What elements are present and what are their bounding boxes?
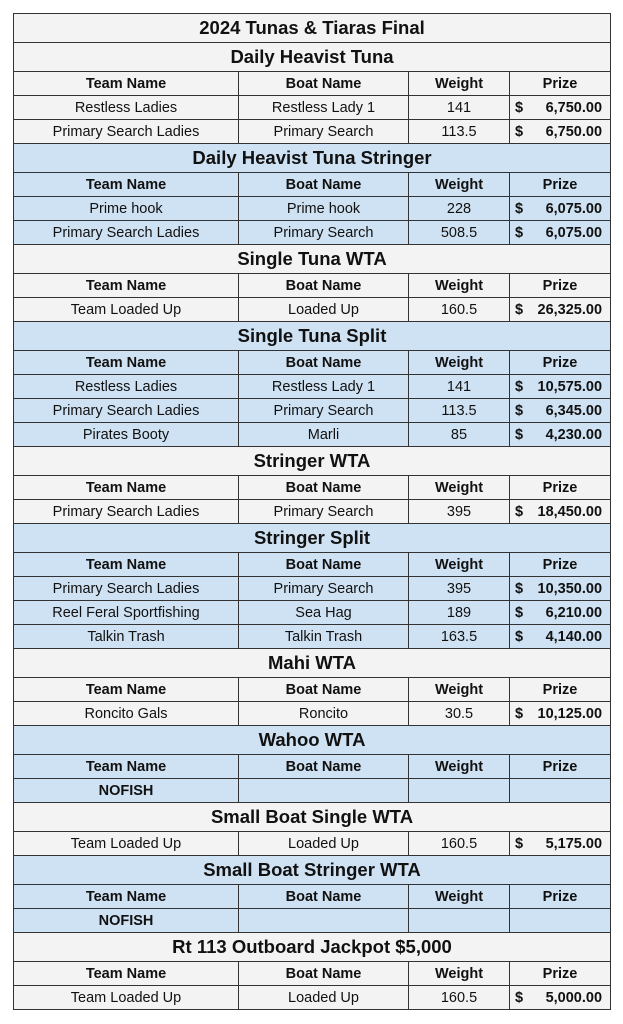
header-prize: Prize xyxy=(510,885,611,909)
prize-currency: $ xyxy=(515,99,524,116)
table-row xyxy=(14,423,611,447)
table-row xyxy=(14,96,611,120)
section-title-row-mahi-wta xyxy=(14,649,611,678)
prize-amount: 6,750.00 xyxy=(545,99,603,116)
section-title: Stringer Split xyxy=(14,524,611,553)
header-team-name: Team Name xyxy=(14,755,239,779)
header-team-name: Team Name xyxy=(14,476,239,500)
cell-boat: Primary Search xyxy=(239,221,409,245)
cell-prize xyxy=(510,500,611,524)
column-header-row xyxy=(14,476,611,500)
cell-team: Primary Search Ladies xyxy=(14,500,239,524)
section-title-row-daily-heavist-tuna xyxy=(14,43,611,72)
cell-weight: 113.5 xyxy=(409,399,510,423)
header-weight: Weight xyxy=(409,351,510,375)
main-title: 2024 Tunas & Tiaras Final xyxy=(14,14,611,43)
section-title: Rt 113 Outboard Jackpot $5,000 xyxy=(14,933,611,962)
section-title-row-daily-heavist-tuna-stringer xyxy=(14,144,611,173)
cell-team: NOFISH xyxy=(14,909,239,933)
cell-weight: 160.5 xyxy=(409,832,510,856)
cell-team: NOFISH xyxy=(14,779,239,803)
cell-team: Restless Ladies xyxy=(14,375,239,399)
prize-amount: 5,000.00 xyxy=(545,989,603,1006)
results-body xyxy=(14,14,611,1010)
cell-weight: 189 xyxy=(409,601,510,625)
section-title-row-small-boat-stringer-wta xyxy=(14,856,611,885)
cell-weight: 141 xyxy=(409,96,510,120)
prize-currency: $ xyxy=(515,378,524,395)
main-title-row xyxy=(14,14,611,43)
section-title-row-single-tuna-split xyxy=(14,322,611,351)
cell-boat: Primary Search xyxy=(239,577,409,601)
prize-amount: 10,350.00 xyxy=(537,580,603,597)
cell-prize xyxy=(510,601,611,625)
header-weight: Weight xyxy=(409,274,510,298)
section-title: Single Tuna Split xyxy=(14,322,611,351)
table-row xyxy=(14,500,611,524)
prize-amount: 6,210.00 xyxy=(545,604,603,621)
header-boat-name: Boat Name xyxy=(239,678,409,702)
prize-currency: $ xyxy=(515,580,524,597)
prize-currency: $ xyxy=(515,604,524,621)
column-header-row xyxy=(14,351,611,375)
cell-prize xyxy=(510,423,611,447)
prize-currency: $ xyxy=(515,705,524,722)
column-header-row xyxy=(14,553,611,577)
table-row xyxy=(14,779,611,803)
table-row xyxy=(14,399,611,423)
cell-team: Roncito Gals xyxy=(14,702,239,726)
cell-weight: 395 xyxy=(409,577,510,601)
header-team-name: Team Name xyxy=(14,72,239,96)
section-title: Small Boat Stringer WTA xyxy=(14,856,611,885)
cell-boat: Primary Search xyxy=(239,500,409,524)
header-boat-name: Boat Name xyxy=(239,72,409,96)
cell-weight: 160.5 xyxy=(409,298,510,322)
prize-amount: 6,345.00 xyxy=(545,402,603,419)
section-title: Wahoo WTA xyxy=(14,726,611,755)
cell-team: Primary Search Ladies xyxy=(14,577,239,601)
cell-prize xyxy=(510,298,611,322)
prize-amount: 5,175.00 xyxy=(545,835,603,852)
section-title-row-single-tuna-wta xyxy=(14,245,611,274)
cell-weight xyxy=(409,779,510,803)
cell-weight: 85 xyxy=(409,423,510,447)
header-team-name: Team Name xyxy=(14,553,239,577)
header-weight: Weight xyxy=(409,173,510,197)
prize-currency: $ xyxy=(515,503,524,520)
cell-boat: Loaded Up xyxy=(239,986,409,1010)
prize-amount: 6,750.00 xyxy=(545,123,603,140)
cell-prize xyxy=(510,120,611,144)
cell-weight: 160.5 xyxy=(409,986,510,1010)
section-title: Daily Heavist Tuna Stringer xyxy=(14,144,611,173)
header-team-name: Team Name xyxy=(14,678,239,702)
cell-boat: Primary Search xyxy=(239,399,409,423)
column-header-row xyxy=(14,755,611,779)
prize-currency: $ xyxy=(515,835,524,852)
cell-boat: Marli xyxy=(239,423,409,447)
header-boat-name: Boat Name xyxy=(239,962,409,986)
column-header-row xyxy=(14,885,611,909)
section-title: Stringer WTA xyxy=(14,447,611,476)
cell-team: Primary Search Ladies xyxy=(14,399,239,423)
header-prize: Prize xyxy=(510,678,611,702)
cell-prize xyxy=(510,832,611,856)
cell-boat: Roncito xyxy=(239,702,409,726)
table-row xyxy=(14,832,611,856)
prize-amount: 4,140.00 xyxy=(545,628,603,645)
table-row xyxy=(14,625,611,649)
header-team-name: Team Name xyxy=(14,962,239,986)
cell-team: Team Loaded Up xyxy=(14,986,239,1010)
header-team-name: Team Name xyxy=(14,885,239,909)
table-row xyxy=(14,221,611,245)
header-team-name: Team Name xyxy=(14,274,239,298)
prize-currency: $ xyxy=(515,301,524,318)
table-row xyxy=(14,375,611,399)
prize-currency: $ xyxy=(515,402,524,419)
table-row xyxy=(14,986,611,1010)
header-boat-name: Boat Name xyxy=(239,553,409,577)
cell-prize xyxy=(510,375,611,399)
cell-boat: Restless Lady 1 xyxy=(239,375,409,399)
header-prize: Prize xyxy=(510,351,611,375)
header-weight: Weight xyxy=(409,678,510,702)
cell-weight: 113.5 xyxy=(409,120,510,144)
header-weight: Weight xyxy=(409,476,510,500)
cell-prize xyxy=(510,96,611,120)
header-prize: Prize xyxy=(510,962,611,986)
header-team-name: Team Name xyxy=(14,173,239,197)
prize-currency: $ xyxy=(515,989,524,1006)
cell-team: Restless Ladies xyxy=(14,96,239,120)
header-boat-name: Boat Name xyxy=(239,885,409,909)
cell-weight: 508.5 xyxy=(409,221,510,245)
cell-prize xyxy=(510,221,611,245)
header-weight: Weight xyxy=(409,72,510,96)
header-weight: Weight xyxy=(409,553,510,577)
header-prize: Prize xyxy=(510,476,611,500)
cell-prize xyxy=(510,779,611,803)
cell-prize xyxy=(510,577,611,601)
column-header-row xyxy=(14,962,611,986)
cell-prize xyxy=(510,399,611,423)
table-row xyxy=(14,120,611,144)
table-row xyxy=(14,577,611,601)
header-team-name: Team Name xyxy=(14,351,239,375)
section-title-row-wahoo-wta xyxy=(14,726,611,755)
cell-team: Primary Search Ladies xyxy=(14,120,239,144)
results-table xyxy=(13,13,611,1010)
column-header-row xyxy=(14,173,611,197)
header-boat-name: Boat Name xyxy=(239,274,409,298)
prize-amount: 10,575.00 xyxy=(537,378,603,395)
table-row xyxy=(14,909,611,933)
header-prize: Prize xyxy=(510,755,611,779)
header-prize: Prize xyxy=(510,553,611,577)
cell-boat xyxy=(239,779,409,803)
section-title: Daily Heavist Tuna xyxy=(14,43,611,72)
cell-boat: Loaded Up xyxy=(239,298,409,322)
section-title-row-small-boat-single-wta xyxy=(14,803,611,832)
cell-boat: Restless Lady 1 xyxy=(239,96,409,120)
prize-amount: 6,075.00 xyxy=(545,200,603,217)
cell-boat: Prime hook xyxy=(239,197,409,221)
cell-boat: Loaded Up xyxy=(239,832,409,856)
cell-prize xyxy=(510,625,611,649)
header-boat-name: Boat Name xyxy=(239,173,409,197)
cell-prize xyxy=(510,197,611,221)
cell-weight xyxy=(409,909,510,933)
cell-team: Team Loaded Up xyxy=(14,832,239,856)
section-title-row-stringer-wta xyxy=(14,447,611,476)
prize-currency: $ xyxy=(515,200,524,217)
prize-currency: $ xyxy=(515,426,524,443)
cell-weight: 395 xyxy=(409,500,510,524)
cell-weight: 163.5 xyxy=(409,625,510,649)
cell-weight: 228 xyxy=(409,197,510,221)
section-title: Single Tuna WTA xyxy=(14,245,611,274)
table-row xyxy=(14,197,611,221)
prize-amount: 10,125.00 xyxy=(537,705,603,722)
section-title: Small Boat Single WTA xyxy=(14,803,611,832)
cell-boat: Sea Hag xyxy=(239,601,409,625)
cell-team: Prime hook xyxy=(14,197,239,221)
prize-currency: $ xyxy=(515,123,524,140)
table-row xyxy=(14,702,611,726)
column-header-row xyxy=(14,274,611,298)
cell-prize xyxy=(510,909,611,933)
prize-amount: 26,325.00 xyxy=(537,301,603,318)
cell-team: Reel Feral Sportfishing xyxy=(14,601,239,625)
prize-currency: $ xyxy=(515,224,524,241)
cell-weight: 141 xyxy=(409,375,510,399)
header-weight: Weight xyxy=(409,885,510,909)
column-header-row xyxy=(14,72,611,96)
header-boat-name: Boat Name xyxy=(239,476,409,500)
cell-team: Talkin Trash xyxy=(14,625,239,649)
header-prize: Prize xyxy=(510,173,611,197)
cell-prize xyxy=(510,702,611,726)
cell-team: Team Loaded Up xyxy=(14,298,239,322)
header-boat-name: Boat Name xyxy=(239,755,409,779)
cell-team: Pirates Booty xyxy=(14,423,239,447)
cell-weight: 30.5 xyxy=(409,702,510,726)
prize-currency: $ xyxy=(515,628,524,645)
prize-amount: 4,230.00 xyxy=(545,426,603,443)
cell-boat: Talkin Trash xyxy=(239,625,409,649)
table-row xyxy=(14,298,611,322)
cell-boat xyxy=(239,909,409,933)
header-weight: Weight xyxy=(409,755,510,779)
header-boat-name: Boat Name xyxy=(239,351,409,375)
header-prize: Prize xyxy=(510,72,611,96)
prize-amount: 6,075.00 xyxy=(545,224,603,241)
section-title-row-stringer-split xyxy=(14,524,611,553)
section-title: Mahi WTA xyxy=(14,649,611,678)
table-row xyxy=(14,601,611,625)
prize-amount: 18,450.00 xyxy=(537,503,603,520)
header-prize: Prize xyxy=(510,274,611,298)
cell-team: Primary Search Ladies xyxy=(14,221,239,245)
section-title-row-rt-113-outboard-jackpot-5-000 xyxy=(14,933,611,962)
header-weight: Weight xyxy=(409,962,510,986)
cell-prize xyxy=(510,986,611,1010)
column-header-row xyxy=(14,678,611,702)
cell-boat: Primary Search xyxy=(239,120,409,144)
